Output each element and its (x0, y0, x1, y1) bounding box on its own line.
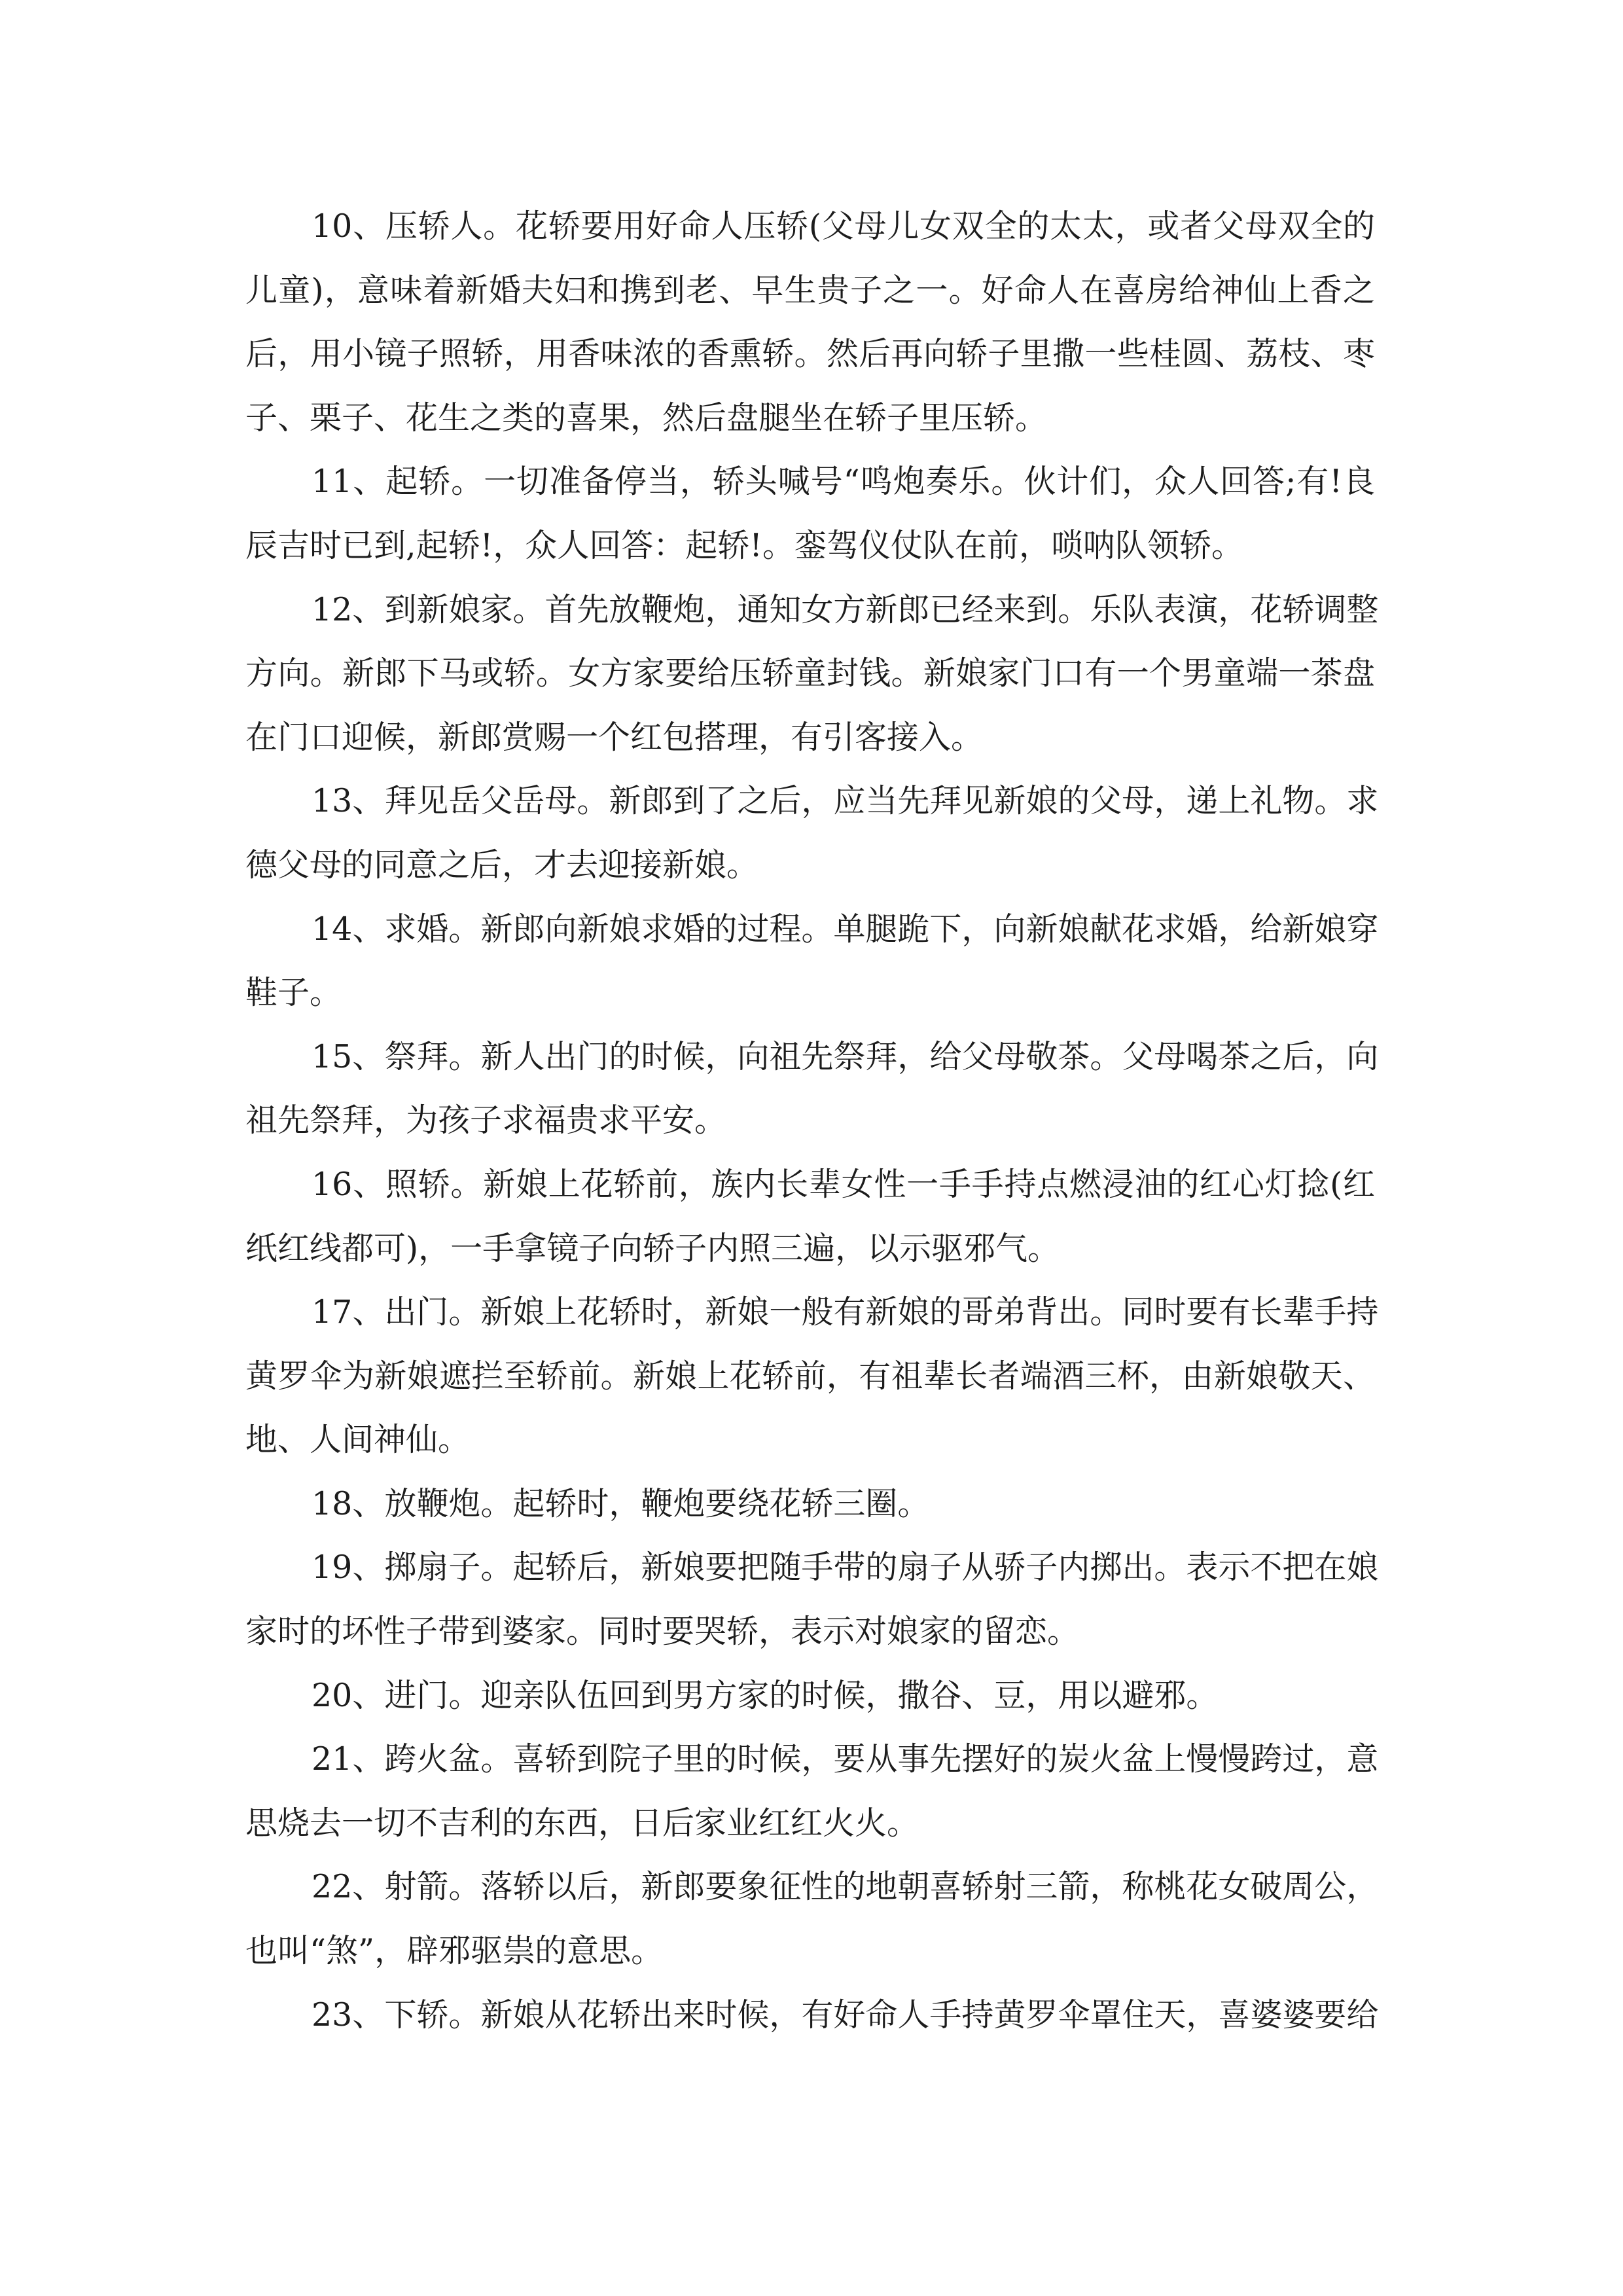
text-line: 子、栗子、花生之类的喜果，然后盘腿坐在轿子里压轿。 (245, 399, 1048, 437)
text-line: 纸红线都可)，一手拿镜子向轿子内照三遍，以示驱邪气。 (245, 1229, 1060, 1267)
text-line: 20、进门。迎亲队伍回到男方家的时候，撒谷、豆，用以避邪。 (312, 1676, 1219, 1714)
text-line: 黄罗伞为新娘遮拦至轿前。新娘上花轿前，有祖辈长者端酒三杯，由新娘敬天、 (245, 1357, 1375, 1395)
text-line: 21、跨火盆。喜轿到院子里的时候，要从事先摆好的炭火盆上慢慢跨过，意 (312, 1740, 1379, 1778)
paragraph (245, 194, 1375, 450)
text-line: 辰吉时已到,起轿!，众人回答：起轿!。銮驾仪仗队在前，唢呐队领轿。 (245, 526, 1243, 564)
paragraph (245, 578, 1379, 770)
text-line: 12、到新娘家。首先放鞭炮，通知女方新郎已经来到。乐队表演，花轿调整 (312, 590, 1379, 628)
paragraph (245, 1472, 1375, 1536)
document-body (245, 194, 1379, 2047)
paragraph (245, 1280, 1379, 1472)
text-line: 方向。新郎下马或轿。女方家要给压轿童封钱。新娘家门口有一个男童端一茶盘 (245, 655, 1375, 692)
text-line: 儿童)，意味着新婚夫妇和携到老、早生贵子之一。好命人在喜房给神仙上香之 (245, 271, 1375, 309)
paragraph (245, 1153, 1375, 1280)
paragraph (245, 769, 1379, 897)
paragraph (245, 1025, 1379, 1153)
text-line: 15、祭拜。新人出门的时候，向祖先祭拜，给父母敬茶。父母喝茶之后，向 (312, 1037, 1379, 1075)
paragraph (245, 1983, 1379, 2047)
text-line: 祖先祭拜，为孩子求福贵求平安。 (245, 1102, 727, 1139)
text-line: 22、射箭。落轿以后，新郎要象征性的地朝喜轿射三箭，称桃花女破周公， (312, 1868, 1379, 1906)
text-line: 在门口迎候，新郎赏赐一个红包搭理，有引客接入。 (245, 718, 984, 756)
text-line: 16、照轿。新娘上花轿前，族内长辈女性一手手持点燃浸油的红心灯捻(红 (312, 1165, 1375, 1203)
text-line: 地、人间神仙。 (245, 1421, 471, 1459)
paragraph (245, 1535, 1379, 1663)
text-line: 10、压轿人。花轿要用好命人压轿(父母儿女双全的太太，或者父母双全的 (312, 207, 1375, 245)
text-line: 家时的坏性子带到婆家。同时要哭轿，表示对娘家的留恋。 (245, 1613, 1080, 1651)
paragraph (245, 1727, 1379, 1855)
text-line: 13、拜见岳父岳母。新郎到了之后，应当先拜见新娘的父母，递上礼物。求 (312, 782, 1379, 820)
text-line: 17、出门。新娘上花轿时，新娘一般有新娘的哥弟背出。同时要有长辈手持 (312, 1293, 1379, 1331)
text-line: 23、下轿。新娘从花轿出来时候，有好命人手持黄罗伞罩住天，喜婆婆要给 (312, 1996, 1379, 2034)
paragraph (245, 1855, 1379, 1982)
text-line: 德父母的同意之后，才去迎接新娘。 (245, 846, 759, 884)
text-line: 18、放鞭炮。起轿时，鞭炮要绕花轿三圈。 (312, 1484, 930, 1522)
text-line: 19、掷扇子。起轿后，新娘要把随手带的扇子从骄子内掷出。表示不把在娘 (312, 1549, 1379, 1587)
paragraph (245, 1664, 1375, 1728)
paragraph (245, 897, 1379, 1025)
text-line: 14、求婚。新郎向新娘求婚的过程。单腿跪下，向新娘献花求婚，给新娘穿 (312, 910, 1379, 948)
text-line: 11、起轿。一切准备停当，轿头喊号“鸣炮奏乐。伙计们，众人回答;有!良 (312, 463, 1375, 501)
text-line: 后，用小镜子照轿，用香味浓的香熏轿。然后再向轿子里撒一些桂圆、荔枝、枣 (245, 335, 1375, 373)
text-line: 也叫“煞”，辟邪驱祟的意思。 (245, 1932, 664, 1970)
text-line: 思烧去一切不吉利的东西，日后家业红红火火。 (245, 1804, 919, 1842)
paragraph (245, 450, 1375, 577)
text-line: 鞋子。 (245, 974, 342, 1012)
